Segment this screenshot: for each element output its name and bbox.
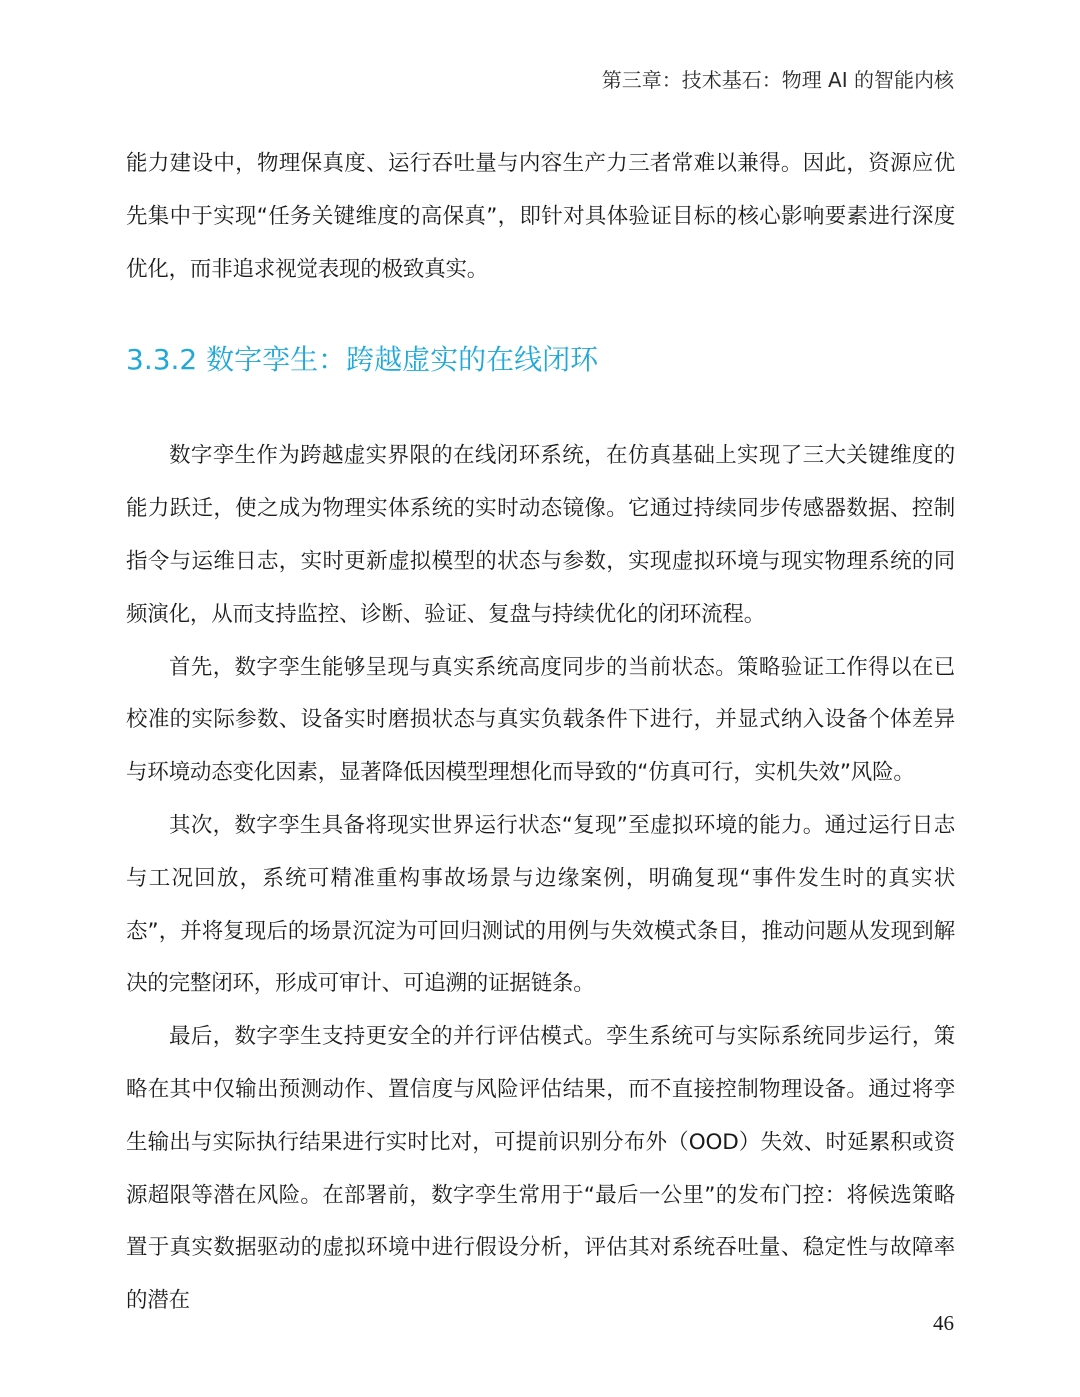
body-paragraph-3: 其次，数字孪生具备将现实世界运行状态“复现”至虚拟环境的能力。通过运行日志与工况回放，系统可精准重构事故场景与边缘案例，明确复现“事件发生时的真实状态”，并将复现后的场景沉淀为可回归测试的用例与失效模式条目，推动问题从发现到解决的完整闭环，形成可审计、可追溯的证据链条。 <box>126 812 955 997</box>
running-header: 第三章：技术基石：物理 AI 的智能内核 <box>601 68 954 92</box>
body-paragraph-4: 最后，数字孪生支持更安全的并行评估模式。孪生系统可与实际系统同步运行，策略在其中仅输出预测动作、置信度与风险评估结果，而不直接控制物理设备。通过将孪生输出与实际执行结果进行实时比对，可提前识别分布外（OOD）失效、时延累积或资源超限等潜在风险。在部署前，数字孪生常用于“最后一公里”的发布门控：将候选策略置于真实数据驱动的虚拟环境中进行假设分析，评估其对系统吞吐量、稳定性与故障率的潜在 <box>126 1024 955 1314</box>
page-content <box>126 138 955 1328</box>
section-heading: 3.3.2 数字孪生：跨越虚实的在线闭环 <box>126 343 599 377</box>
body-paragraph-1: 数字孪生作为跨越虚实界限的在线闭环系统，在仿真基础上实现了三大关键维度的能力跃迁，使之成为物理实体系统的实时动态镜像。它通过持续同步传感器数据、控制指令与运维日志，实时更新虚拟模型的状态与参数，实现虚拟环境与现实物理系统的同频演化，从而支持监控、诊断、验证、复盘与持续优化的闭环流程。 <box>126 443 955 627</box>
continuation-paragraph: 能力建设中，物理保真度、运行吞吐量与内容生产力三者常难以兼得。因此，资源应优先集中于实现“任务关键维度的高保真”，即针对具体验证目标的核心影响要素进行深度优化，而非追求视觉表现的极致真实。 <box>126 151 955 282</box>
page-number: 46 <box>933 1311 954 1335</box>
body-paragraph-2: 首先，数字孪生能够呈现与真实系统高度同步的当前状态。策略验证工作得以在已校准的实际参数、设备实时磨损状态与真实负载条件下进行，并显式纳入设备个体差异与环境动态变化因素，显著降低因模型理想化而导致的“仿真可行，实机失效”风险。 <box>126 654 955 786</box>
